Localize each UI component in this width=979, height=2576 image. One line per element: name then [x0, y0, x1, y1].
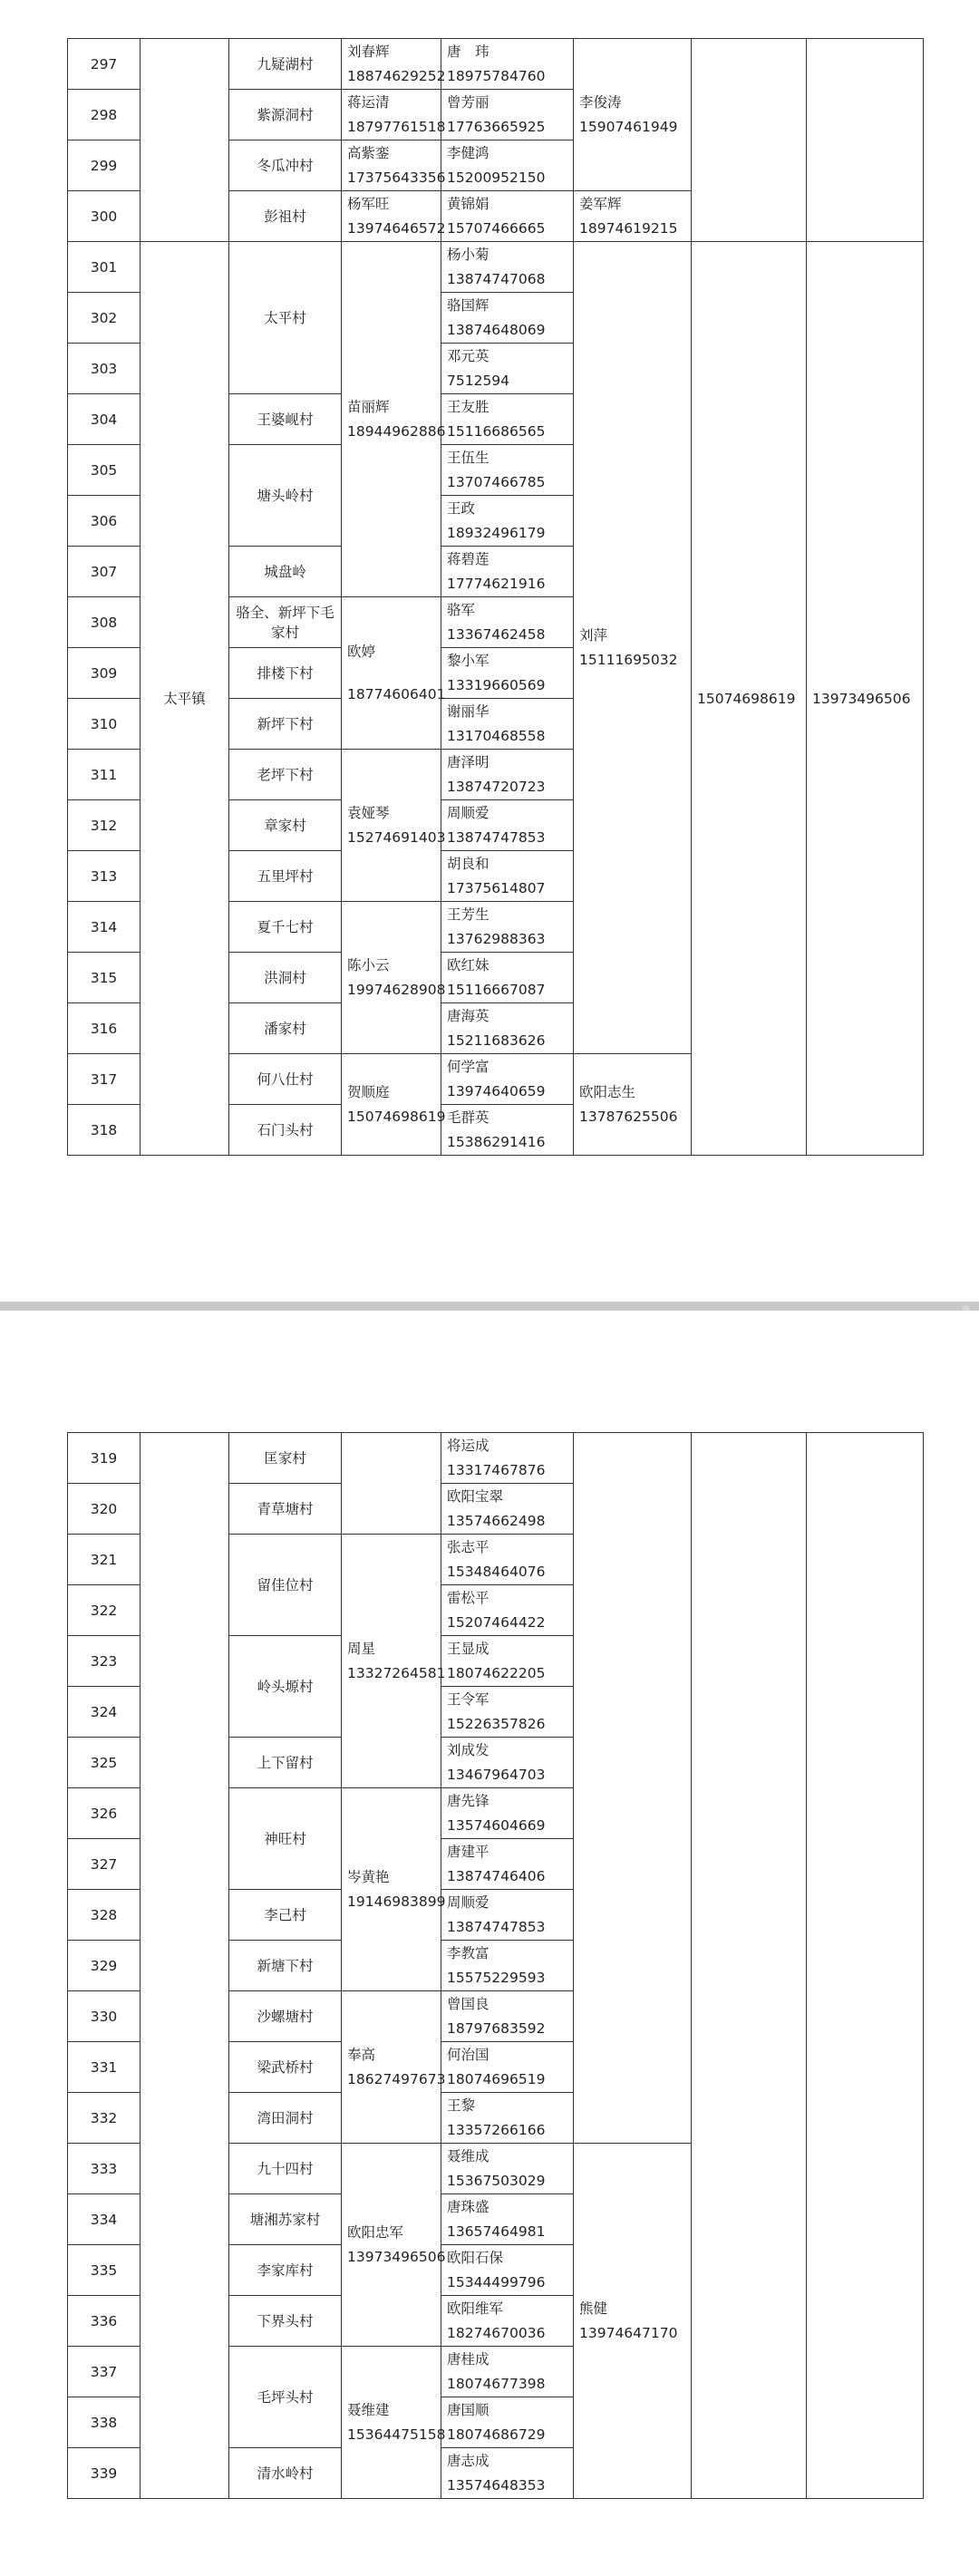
village-contact: 王黎 13357266166 [441, 2093, 574, 2144]
table-row [68, 242, 924, 293]
table-row [68, 1433, 924, 1484]
village-name: 九十四村 [229, 2144, 342, 2194]
group-leader: 高紫銮 17375643356 [342, 140, 441, 191]
group-leader: 周星 13327264581 [342, 1535, 441, 1788]
village-contact: 唐国顺 18074686729 [441, 2397, 574, 2448]
row-number: 332 [68, 2093, 141, 2144]
village-name: 下界头村 [229, 2296, 342, 2347]
village-contact: 唐桂成 18074677398 [441, 2347, 574, 2397]
row-number: 338 [68, 2397, 141, 2448]
village-contact: 王政 18932496179 [441, 496, 574, 547]
group-leader: 奉高 18627497673 [342, 1991, 441, 2144]
page-separator [0, 1302, 979, 1311]
group-leader: 聂维建 15364475158 [342, 2347, 441, 2499]
document-page-2 [0, 1311, 979, 2576]
group-leader: 杨军旺 13974646572 [342, 191, 441, 242]
row-number: 328 [68, 1890, 141, 1941]
village-contact: 欧阳宝翠 13574662498 [441, 1484, 574, 1535]
village-name: 洪洞村 [229, 953, 342, 1003]
row-number: 306 [68, 496, 141, 547]
village-name: 留佳位村 [229, 1535, 342, 1636]
village-name: 九疑湖村 [229, 39, 342, 90]
village-contact: 唐泽明 13874720723 [441, 750, 574, 800]
village-contact: 周顺爱 13874747853 [441, 1890, 574, 1941]
village-contact: 曾国良 18797683592 [441, 1991, 574, 2042]
village-name: 清水岭村 [229, 2448, 342, 2499]
village-contact: 谢丽华 13170468558 [441, 699, 574, 750]
village-name: 塘头岭村 [229, 445, 342, 547]
village-contact: 雷松平 15207464422 [441, 1585, 574, 1636]
village-name: 夏千七村 [229, 902, 342, 953]
village-contact: 张志平 15348464076 [441, 1535, 574, 1585]
row-number: 333 [68, 2144, 141, 2194]
village-name: 塘湘苏家村 [229, 2194, 342, 2245]
group-leader-empty [342, 1433, 441, 1535]
village-name: 排楼下村 [229, 648, 342, 699]
row-number: 305 [68, 445, 141, 496]
row-number: 319 [68, 1433, 141, 1484]
village-name: 上下留村 [229, 1738, 342, 1788]
town-contact-b [807, 1433, 924, 2499]
village-contact: 周顺爱 13874747853 [441, 800, 574, 851]
village-contact: 骆国辉 13874648069 [441, 293, 574, 344]
row-number: 334 [68, 2194, 141, 2245]
group-leader: 陈小云 19974628908 [342, 902, 441, 1054]
group-leader: 贺顺庭 15074698619 [342, 1054, 441, 1156]
village-contact: 曾芳丽 17763665925 [441, 90, 574, 140]
village-name: 湾田洞村 [229, 2093, 342, 2144]
table-row [68, 39, 924, 90]
village-contact: 黄锦娟 15707466665 [441, 191, 574, 242]
row-number: 307 [68, 547, 141, 597]
village-name: 梁武桥村 [229, 2042, 342, 2093]
row-number: 337 [68, 2347, 141, 2397]
village-contact: 王友胜 15116686565 [441, 394, 574, 445]
village-contact: 唐海英 15211683626 [441, 1003, 574, 1054]
village-contact: 唐珠盛 13657464981 [441, 2194, 574, 2245]
row-number: 300 [68, 191, 141, 242]
village-contact: 唐志成 13574648353 [441, 2448, 574, 2499]
row-number: 303 [68, 344, 141, 394]
group-leader: 苗丽辉 18944962886 [342, 242, 441, 597]
group-leader: 欧阳忠军 13973496506 [342, 2144, 441, 2347]
village-contact: 何治国 18074696519 [441, 2042, 574, 2093]
town-contact-a [692, 39, 807, 242]
village-name: 王婆岘村 [229, 394, 342, 445]
village-name: 石门头村 [229, 1105, 342, 1156]
row-number: 315 [68, 953, 141, 1003]
town-contact-a [692, 1433, 807, 2499]
village-name: 彭祖村 [229, 191, 342, 242]
village-contact: 邓元英 7512594 [441, 344, 574, 394]
row-number: 324 [68, 1687, 141, 1738]
village-contact: 何学富 13974640659 [441, 1054, 574, 1105]
village-contact: 将运成 13317467876 [441, 1433, 574, 1484]
row-number: 314 [68, 902, 141, 953]
village-contact: 骆军 13367462458 [441, 597, 574, 648]
supervisor: 熊健 13974647170 [574, 2144, 692, 2499]
row-number: 297 [68, 39, 141, 90]
row-number: 329 [68, 1941, 141, 1991]
row-number: 318 [68, 1105, 141, 1156]
row-number: 316 [68, 1003, 141, 1054]
group-leader: 刘春辉 18874629252 [342, 39, 441, 90]
village-contact: 杨小菊 13874747068 [441, 242, 574, 293]
village-contact: 唐建平 13874746406 [441, 1839, 574, 1890]
row-number: 323 [68, 1636, 141, 1687]
row-number: 313 [68, 851, 141, 902]
row-number: 320 [68, 1484, 141, 1535]
village-name: 匡家村 [229, 1433, 342, 1484]
village-contact: 聂维成 15367503029 [441, 2144, 574, 2194]
row-number: 312 [68, 800, 141, 851]
row-number: 304 [68, 394, 141, 445]
village-name: 潘家村 [229, 1003, 342, 1054]
village-contact: 蒋碧莲 17774621916 [441, 547, 574, 597]
supervisor: 姜军辉 18974619215 [574, 191, 692, 242]
village-contact: 王芳生 13762988363 [441, 902, 574, 953]
town-cell [141, 1433, 229, 2499]
contact-table-page-2 [67, 1432, 924, 2499]
row-number: 325 [68, 1738, 141, 1788]
village-name: 冬瓜冲村 [229, 140, 342, 191]
row-number: 309 [68, 648, 141, 699]
town-contact-b: 13973496506 [807, 242, 924, 1156]
village-name: 城盘岭 [229, 547, 342, 597]
village-name: 新塘下村 [229, 1941, 342, 1991]
village-name: 骆全、新坪下毛家村 [229, 597, 342, 648]
village-contact: 李教富 15575229593 [441, 1941, 574, 1991]
group-leader: 岑黄艳 19146983899 [342, 1788, 441, 1991]
village-contact: 欧阳维军 18274670036 [441, 2296, 574, 2347]
village-contact: 刘成发 13467964703 [441, 1738, 574, 1788]
village-name: 老坪下村 [229, 750, 342, 800]
village-contact: 唐 玮 18975784760 [441, 39, 574, 90]
village-contact: 欧红妹 15116667087 [441, 953, 574, 1003]
town-contact-a: 15074698619 [692, 242, 807, 1156]
row-number: 298 [68, 90, 141, 140]
village-name: 新坪下村 [229, 699, 342, 750]
village-name: 神旺村 [229, 1788, 342, 1890]
village-contact: 唐先锋 13574604669 [441, 1788, 574, 1839]
village-name: 沙螺塘村 [229, 1991, 342, 2042]
row-number: 335 [68, 2245, 141, 2296]
village-contact: 毛群英 15386291416 [441, 1105, 574, 1156]
row-number: 327 [68, 1839, 141, 1890]
village-name: 岭头塬村 [229, 1636, 342, 1738]
row-number: 339 [68, 2448, 141, 2499]
row-number: 302 [68, 293, 141, 344]
row-number: 310 [68, 699, 141, 750]
village-name: 五里坪村 [229, 851, 342, 902]
group-leader: 欧婷 18774606401 [342, 597, 441, 750]
village-contact: 王伍生 13707466785 [441, 445, 574, 496]
row-number: 311 [68, 750, 141, 800]
row-number: 330 [68, 1991, 141, 2042]
row-number: 326 [68, 1788, 141, 1839]
town-name: 太平镇 [141, 242, 229, 1156]
row-number: 317 [68, 1054, 141, 1105]
row-number: 331 [68, 2042, 141, 2093]
row-number: 308 [68, 597, 141, 648]
village-contact: 王显成 18074622205 [441, 1636, 574, 1687]
supervisor: 李俊涛 15907461949 [574, 39, 692, 191]
village-contact: 欧阳石保 15344499796 [441, 2245, 574, 2296]
contact-table-page-1 [67, 38, 924, 1156]
town-cell [141, 39, 229, 242]
village-contact: 胡良和 17375614807 [441, 851, 574, 902]
row-number: 336 [68, 2296, 141, 2347]
row-number: 299 [68, 140, 141, 191]
village-contact: 黎小军 13319660569 [441, 648, 574, 699]
village-name: 李家库村 [229, 2245, 342, 2296]
row-number: 301 [68, 242, 141, 293]
village-name: 何八仕村 [229, 1054, 342, 1105]
row-number: 321 [68, 1535, 141, 1585]
row-number: 322 [68, 1585, 141, 1636]
supervisor: 刘萍 15111695032 [574, 242, 692, 1054]
supervisor-empty [574, 1433, 692, 2144]
village-contact: 李健鸿 15200952150 [441, 140, 574, 191]
village-name: 章家村 [229, 800, 342, 851]
group-leader: 袁娅琴 15274691403 [342, 750, 441, 902]
village-name: 紫源洞村 [229, 90, 342, 140]
village-name: 毛坪头村 [229, 2347, 342, 2448]
village-name: 李己村 [229, 1890, 342, 1941]
village-name: 青草塘村 [229, 1484, 342, 1535]
group-leader: 蒋运清 18797761518 [342, 90, 441, 140]
village-name: 太平村 [229, 242, 342, 394]
supervisor: 欧阳志生 13787625506 [574, 1054, 692, 1156]
town-contact-b [807, 39, 924, 242]
village-contact: 王令军 15226357826 [441, 1687, 574, 1738]
